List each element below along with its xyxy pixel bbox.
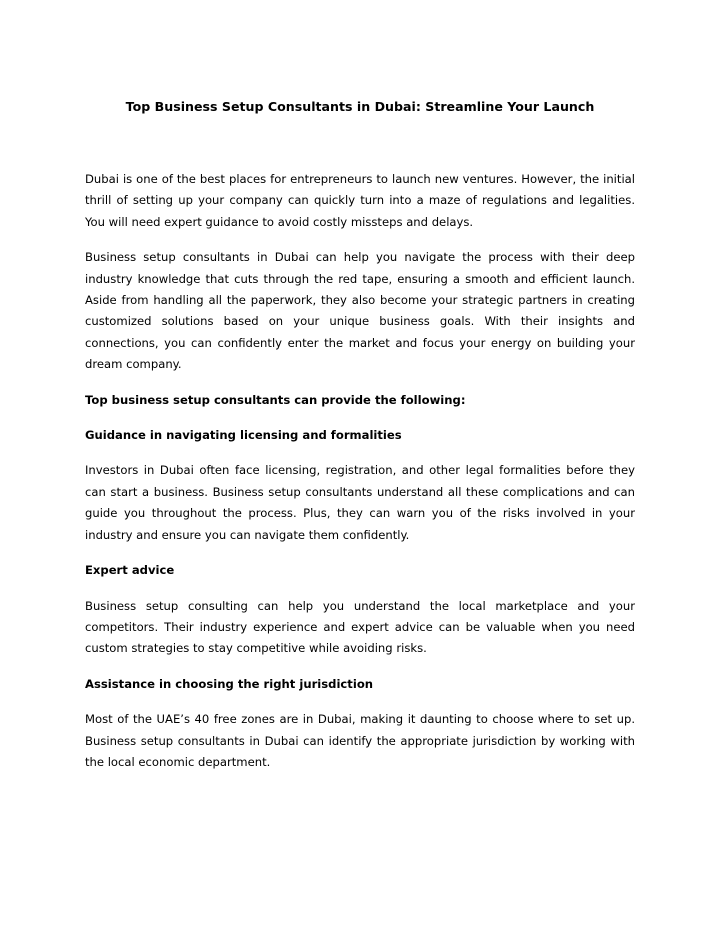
section-heading-jurisdiction: Assistance in choosing the right jurisdiction: [85, 676, 374, 691]
section-heading-expert-advice: Expert advice: [85, 563, 175, 578]
document-title: Top Business Setup Consultants in Dubai: Streamline Your Launch: [125, 99, 595, 114]
section-body-expert-advice: Business setup consulting can help you understand the local marketplace and your competitors. Their industry experience and expert advice can be valuable when you need custom strategies to stay competitive while avoiding risks.: [85, 598, 635, 656]
section-body-licensing: Investors in Dubai often face licensing, registration, and other legal formalities before they can start a business. Business setup consultants understand all these complications and can guide you throughout the process. Plus, they can warn you of the risks involved in your industry and ensure you can navigate them confidently.: [85, 463, 635, 542]
section-heading-licensing: Guidance in navigating licensing and formalities: [85, 428, 402, 443]
document-body: [85, 169, 635, 787]
intro-paragraph-1: Dubai is one of the best places for entrepreneurs to launch new ventures. However, the initial thrill of setting up your company can quickly turn into a maze of regulations and legalities. You will need expert guidance to avoid costly missteps and delays.: [85, 172, 635, 229]
section-body-jurisdiction: Most of the UAE’s 40 free zones are in Dubai, making it daunting to choose where to set up. Business setup consultants in Dubai can identify the appropriate jurisdiction by working with the local economic department.: [85, 712, 635, 769]
list-intro-heading: Top business setup consultants can provide the following:: [85, 392, 466, 407]
intro-paragraph-2: Business setup consultants in Dubai can help you navigate the process with their deep industry knowledge that cuts through the red tape, ensuring a smooth and efficient launch. Aside from handling all the paperwork, they also become your strategic partners in creating customized solutions based on your unique business goals. With their insights and connections, you can confidently enter the market and focus your energy on building your dream company.: [85, 250, 635, 372]
